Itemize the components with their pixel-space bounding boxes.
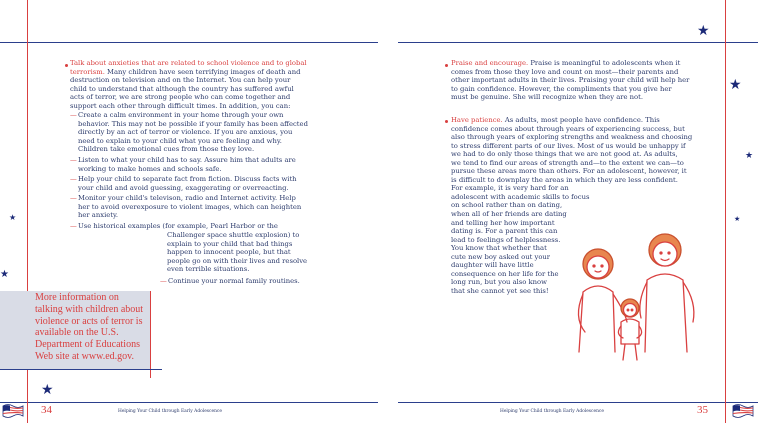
- star-icon: ★: [729, 77, 742, 93]
- star-icon: ★: [9, 213, 17, 222]
- sub-item-historical: Use historical examples (for example, Pearl Harbor or the: [78, 222, 278, 230]
- star-icon: ★: [0, 269, 9, 280]
- top-rule-left: [0, 42, 378, 43]
- top-rule-right: [398, 42, 758, 43]
- right-bullet-praise: Praise and encourage. Praise is meaningful to adolescents when it comes from those they love and count on most—their parents and other important adults in their lives. Praising your child will help her to gain confidence. However, the compliments that you give her must be genuine. She will recognize when they are not.: [451, 59, 690, 102]
- flag-icon: [732, 403, 754, 418]
- bullet-dot: [445, 64, 448, 67]
- sub-item-calm-environment: Create a calm environment in your home through your own behavior. This may not be possible if your family has been affected directly by an act of terror or violence. If you are anxious, you need to explain to your child what you are feeling and why. Children take emotional cues from those they love.: [78, 111, 308, 154]
- sub-item-monitor: Monitor your child's televison, radio and Internet activity. Help her to avoid overexposure to violent images, which can heighten her anxiety.: [78, 194, 302, 220]
- dash-marker: —: [70, 222, 77, 230]
- dash-marker: —: [70, 175, 77, 183]
- dash-marker: —: [70, 156, 77, 164]
- bottom-rule-right: [398, 402, 758, 403]
- dash-marker: —: [70, 194, 77, 202]
- sidebar-divider-horizontal: [0, 369, 162, 370]
- sidebar-info-text: More information on talking with children about violence or acts of terror is available on the U.S. Department of Educations Web site at www.ed.gov.: [35, 292, 144, 362]
- left-bullet1-body: Talk about anxieties that are related to school violence and to global terrorism. Many children have seen terrifying images of death and destruction on television and on the Internet. You can help your child to understand that although the country has suffered awful acts of terror, we are strong people who can come together and support each other through difficult times. In addition, you can:: [70, 59, 330, 110]
- sub-item-routines: Continue your normal family routines.: [168, 277, 300, 285]
- bullet-dot: [445, 120, 448, 123]
- bottom-rule-left: [0, 402, 378, 403]
- flag-icon: [2, 403, 24, 418]
- family-illustration: [565, 222, 725, 372]
- page-number-left: 34: [41, 404, 52, 416]
- star-icon: ★: [697, 23, 710, 39]
- dash-marker: —: [70, 111, 77, 119]
- star-icon: ★: [734, 215, 741, 223]
- star-icon: ★: [41, 382, 54, 398]
- footer-title-left: Helping Your Child through Early Adolescence: [118, 409, 222, 414]
- sub-item-fact-fiction: Help your child to separate fact from fiction. Discuss facts with your child and avoid guessing, exaggerating or overreacting.: [78, 175, 297, 192]
- bullet-dot: [65, 64, 68, 67]
- sub-item-listen: Listen to what your child has to say. Assure him that adults are working to make homes and schools safe.: [78, 156, 296, 173]
- body-text: Many children have seen terrifying images of death and: [107, 67, 301, 76]
- page-number-right: 35: [697, 404, 708, 416]
- dash-marker: —: [160, 277, 167, 285]
- star-icon: ★: [745, 151, 754, 161]
- right-bullet-patience: Have patience. As adults, most people have confidence. This confidence comes about through years of experiencing success, but also through years of exploring strengths and weakness and choosing to stress different parts of our lives. Most of us would be unhappy if we had to do only those things that we are not good at. As adults, we tend to find our areas of strength and—to the extent we can—to pursue these areas more than others. For an adolescent, however, it is difficult to downplay the areas in which they are less confident. For example, it is very hard for an adolescent with academic skills to focus on school rather than on dating, when all of her friends are dating and telling her how important dating is. For a parent this can lead to feelings of helplessness. You know that whether that cute new boy asked out your daughter will have little consequence on her life for the long run, but you also know that she cannot yet see this!: [451, 116, 693, 295]
- footer-title-right: Helping Your Child through Early Adolescence: [500, 409, 604, 414]
- sub-item-historical-wrap: Challenger space shuttle explosion) to explain to your child that bad things happen to innocent people, but that people go on with their lives and resolve even terrible situations.: [167, 231, 308, 274]
